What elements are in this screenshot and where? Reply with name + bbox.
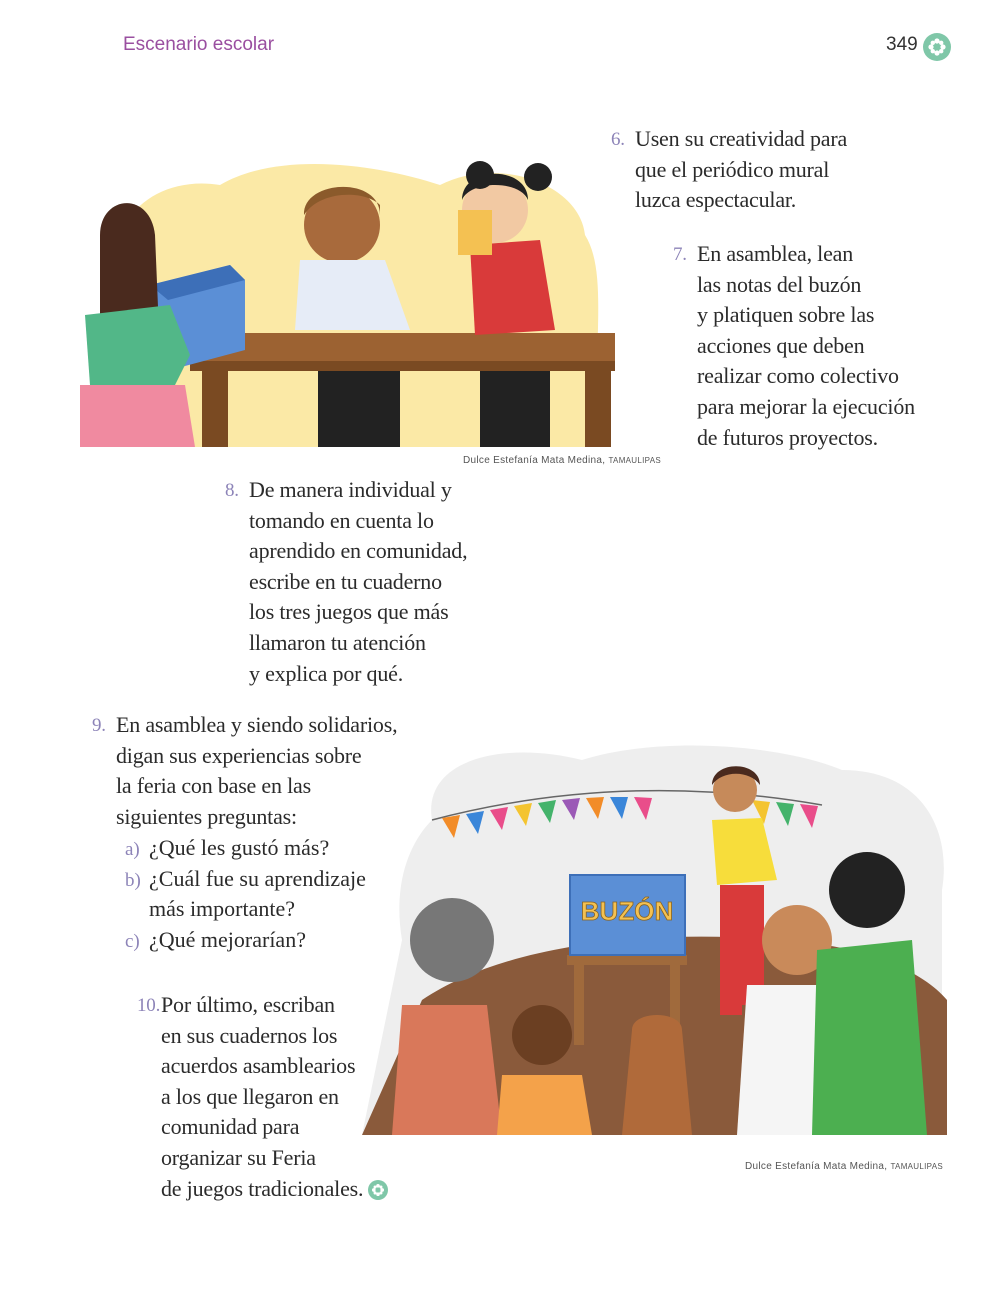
- section-title: Escenario escolar: [123, 34, 275, 55]
- subitem-a: a) ¿Qué les gustó más?: [125, 835, 330, 860]
- subitem-b-cont: más importante?: [149, 896, 296, 921]
- item-7: 7. En asamblea, lean las notas del buzón y platiquen sobre las acciones que deben realizar como colectivo para mejorar la ejecución de futuros proyectos.: [673, 241, 915, 450]
- box-label: BUZÓN: [580, 896, 674, 926]
- subitem-b: b) ¿Cuál fue su aprendizaje: [125, 866, 366, 891]
- flower-icon: [368, 1180, 388, 1200]
- page-number: 349: [886, 34, 918, 55]
- item-number: 7.: [673, 244, 687, 265]
- item-number: 10.: [137, 995, 161, 1016]
- item-number: 8.: [225, 480, 239, 501]
- bottom-illustration-credit: Dulce Estefanía Mata Medina, TAMAULIPAS: [745, 1161, 943, 1172]
- item-number: 6.: [611, 129, 625, 150]
- flower-icon: [923, 33, 951, 61]
- item-10: 10. Por último, escriban en sus cuadernos los acuerdos asamblearios a los que llegaron en comunidad para organizar su Feria de juegos tradicionales.: [137, 992, 364, 1201]
- item-6: 6. Usen su creatividad para que el periódico mural luzca espectacular.: [611, 126, 848, 213]
- top-illustration-credit: Dulce Estefanía Mata Medina, TAMAULIPAS: [463, 455, 661, 466]
- top-illustration: [80, 155, 615, 447]
- item-number: 9.: [92, 715, 106, 736]
- bottom-illustration: [362, 740, 952, 1135]
- item-9: 9. En asamblea y siendo solidarios, digan sus experiencias sobre la feria con base en las siguientes preguntas:: [92, 712, 398, 829]
- subitem-c: c) ¿Qué mejorarían?: [125, 927, 306, 952]
- item-8: 8. De manera individual y tomando en cuenta lo aprendido en comunidad, escribe en tu cuaderno los tres juegos que más llamaron tu atención y explica por qué.: [225, 477, 468, 686]
